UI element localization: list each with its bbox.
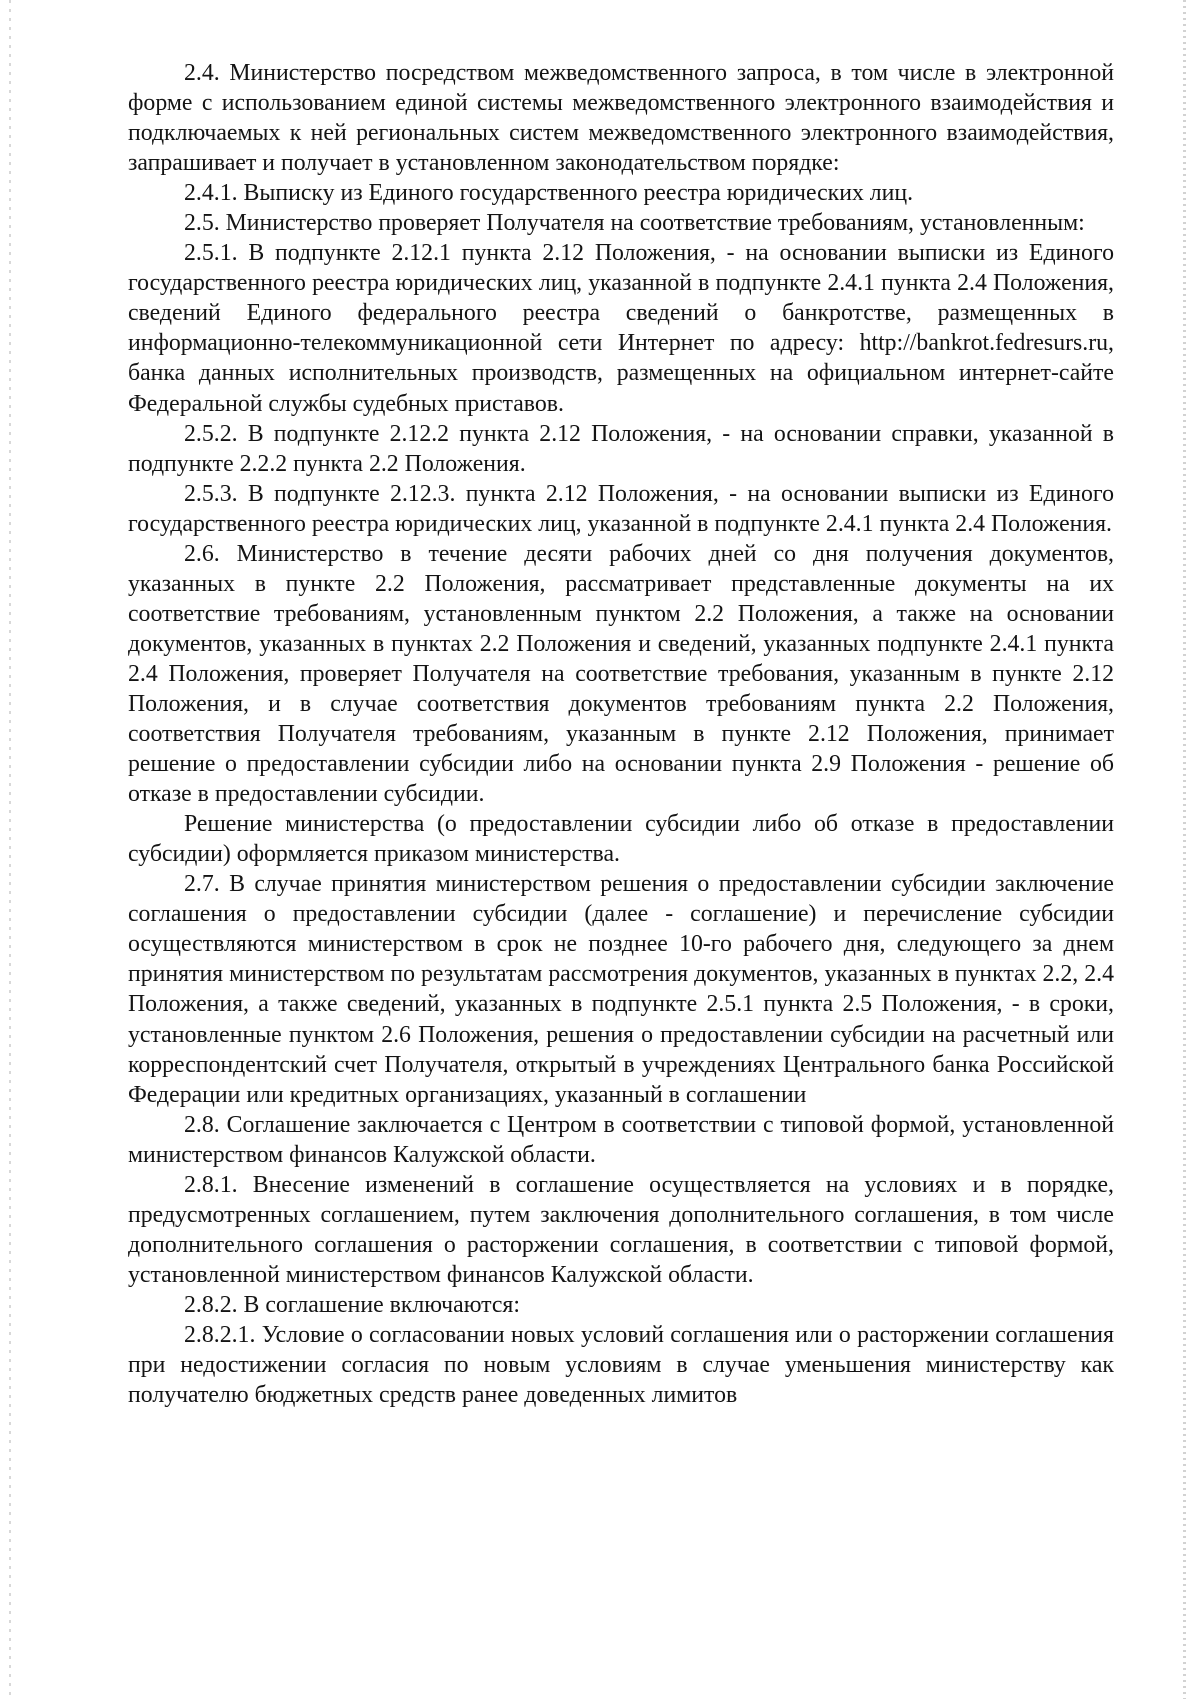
paragraph-2-5-2: 2.5.2. В подпункте 2.12.2 пункта 2.12 Положения, - на основании справки, указанной в подпункте 2.2.2 пункта 2.2 Положения. (128, 420, 1114, 477)
paragraph-2-8-1: 2.8.1. Внесение изменений в соглашение осуществляется на условиях и в порядке, предусмотренных соглашением, путем заключения дополнительного соглашения, в том числе дополнительного соглашения о расторжении соглашения, в соответствии с типовой формой, установленной министерством финансов Калужской области. (128, 1171, 1114, 1288)
paragraph-2-8: 2.8. Соглашение заключается с Центром в соответствии с типовой формой, установленной министерством финансов Калужской области. (128, 1111, 1114, 1168)
paragraph-2-4: 2.4. Министерство посредством межведомственного запроса, в том числе в электронной форме с использованием единой системы межведомственного электронного взаимодействия и подключаемых к ней региональных систем межведомственного электронного взаимодействия, запрашивает и получает в установленном законодательством порядке: (128, 60, 1114, 177)
scan-margin-mark-right (1183, 0, 1186, 1699)
paragraph-2-8-2: 2.8.2. В соглашение включаются: (184, 1291, 520, 1318)
paragraph-decision: Решение министерства (о предоставлении субсидии либо об отказе в предоставлении субсидии) оформляется приказом министерства. (128, 811, 1114, 868)
paragraph-2-4-1: 2.4.1. Выписку из Единого государственного реестра юридических лиц. (184, 180, 914, 207)
paragraph-2-6: 2.6. Министерство в течение десяти рабочих дней со дня получения документов, указанных в пункте 2.2 Положения, рассматривает представленные документы на их соответствие требованиям, установленным пунктом 2.2 Положения, а также на основании документов, указанных в пунктах 2.2 Положения и сведений, указанных подпункте 2.4.1 пункта 2.4 Положения, проверяет Получателя на соответствие требования, указанным в пункте 2.12 Положения, и в случае соответствия документов требованиям пункта 2.2 Положения, соответствия Получателя требованиям, указанным в пункте 2.12 Положения, принимает решение о предоставлении субсидии либо на основании пункта 2.9 Положения - решение об отказе в предоставлении субсидии. (128, 540, 1114, 808)
document-body (128, 58, 1114, 1410)
paragraph-2-7: 2.7. В случае принятия министерством решения о предоставлении субсидии заключение соглашения о предоставлении субсидии (далее - соглашение) и перечисление субсидии осуществляются министерством в срок не позднее 10-го рабочего дня, следующего за днем принятия министерством по результатам рассмотрения документов, указанных в пунктах 2.2, 2.4 Положения, а также сведений, указанных в подпункте 2.5.1 пункта 2.5 Положения, - в сроки, установленные пунктом 2.6 Положения, решения о предоставлении субсидии на расчетный или корреспондентский счет Получателя, открытый в учреждениях Центрального банка Российской Федерации или кредитных организациях, указанный в соглашении (128, 871, 1114, 1108)
paragraph-2-5: 2.5. Министерство проверяет Получателя на соответствие требованиям, установленным: (184, 210, 1085, 237)
paragraph-2-5-3: 2.5.3. В подпункте 2.12.3. пункта 2.12 Положения, - на основании выписки из Единого государственного реестра юридических лиц, указанной в подпункте 2.4.1 пункта 2.4 Положения. (128, 480, 1114, 537)
scan-margin-mark-left (9, 0, 11, 1699)
paragraph-2-8-2-1: 2.8.2.1. Условие о согласовании новых условий соглашения или о расторжении соглашения при недостижении согласия по новым условиям в случае уменьшения министерству как получателю бюджетных средств ранее доведенных лимитов (128, 1321, 1114, 1409)
paragraph-2-5-1: 2.5.1. В подпункте 2.12.1 пункта 2.12 Положения, - на основании выписки из Единого государственного реестра юридических лиц, указанной в подпункте 2.4.1 пункта 2.4 Положения, сведений Единого федерального реестра сведений о банкротстве, размещенных в информационно-телекоммуникационной сети Интернет по адресу: http://bankrot.fedresurs.ru, банка данных исполнительных производств, размещенных на официальном интернет-сайте Федеральной службы судебных приставов. (128, 240, 1114, 417)
